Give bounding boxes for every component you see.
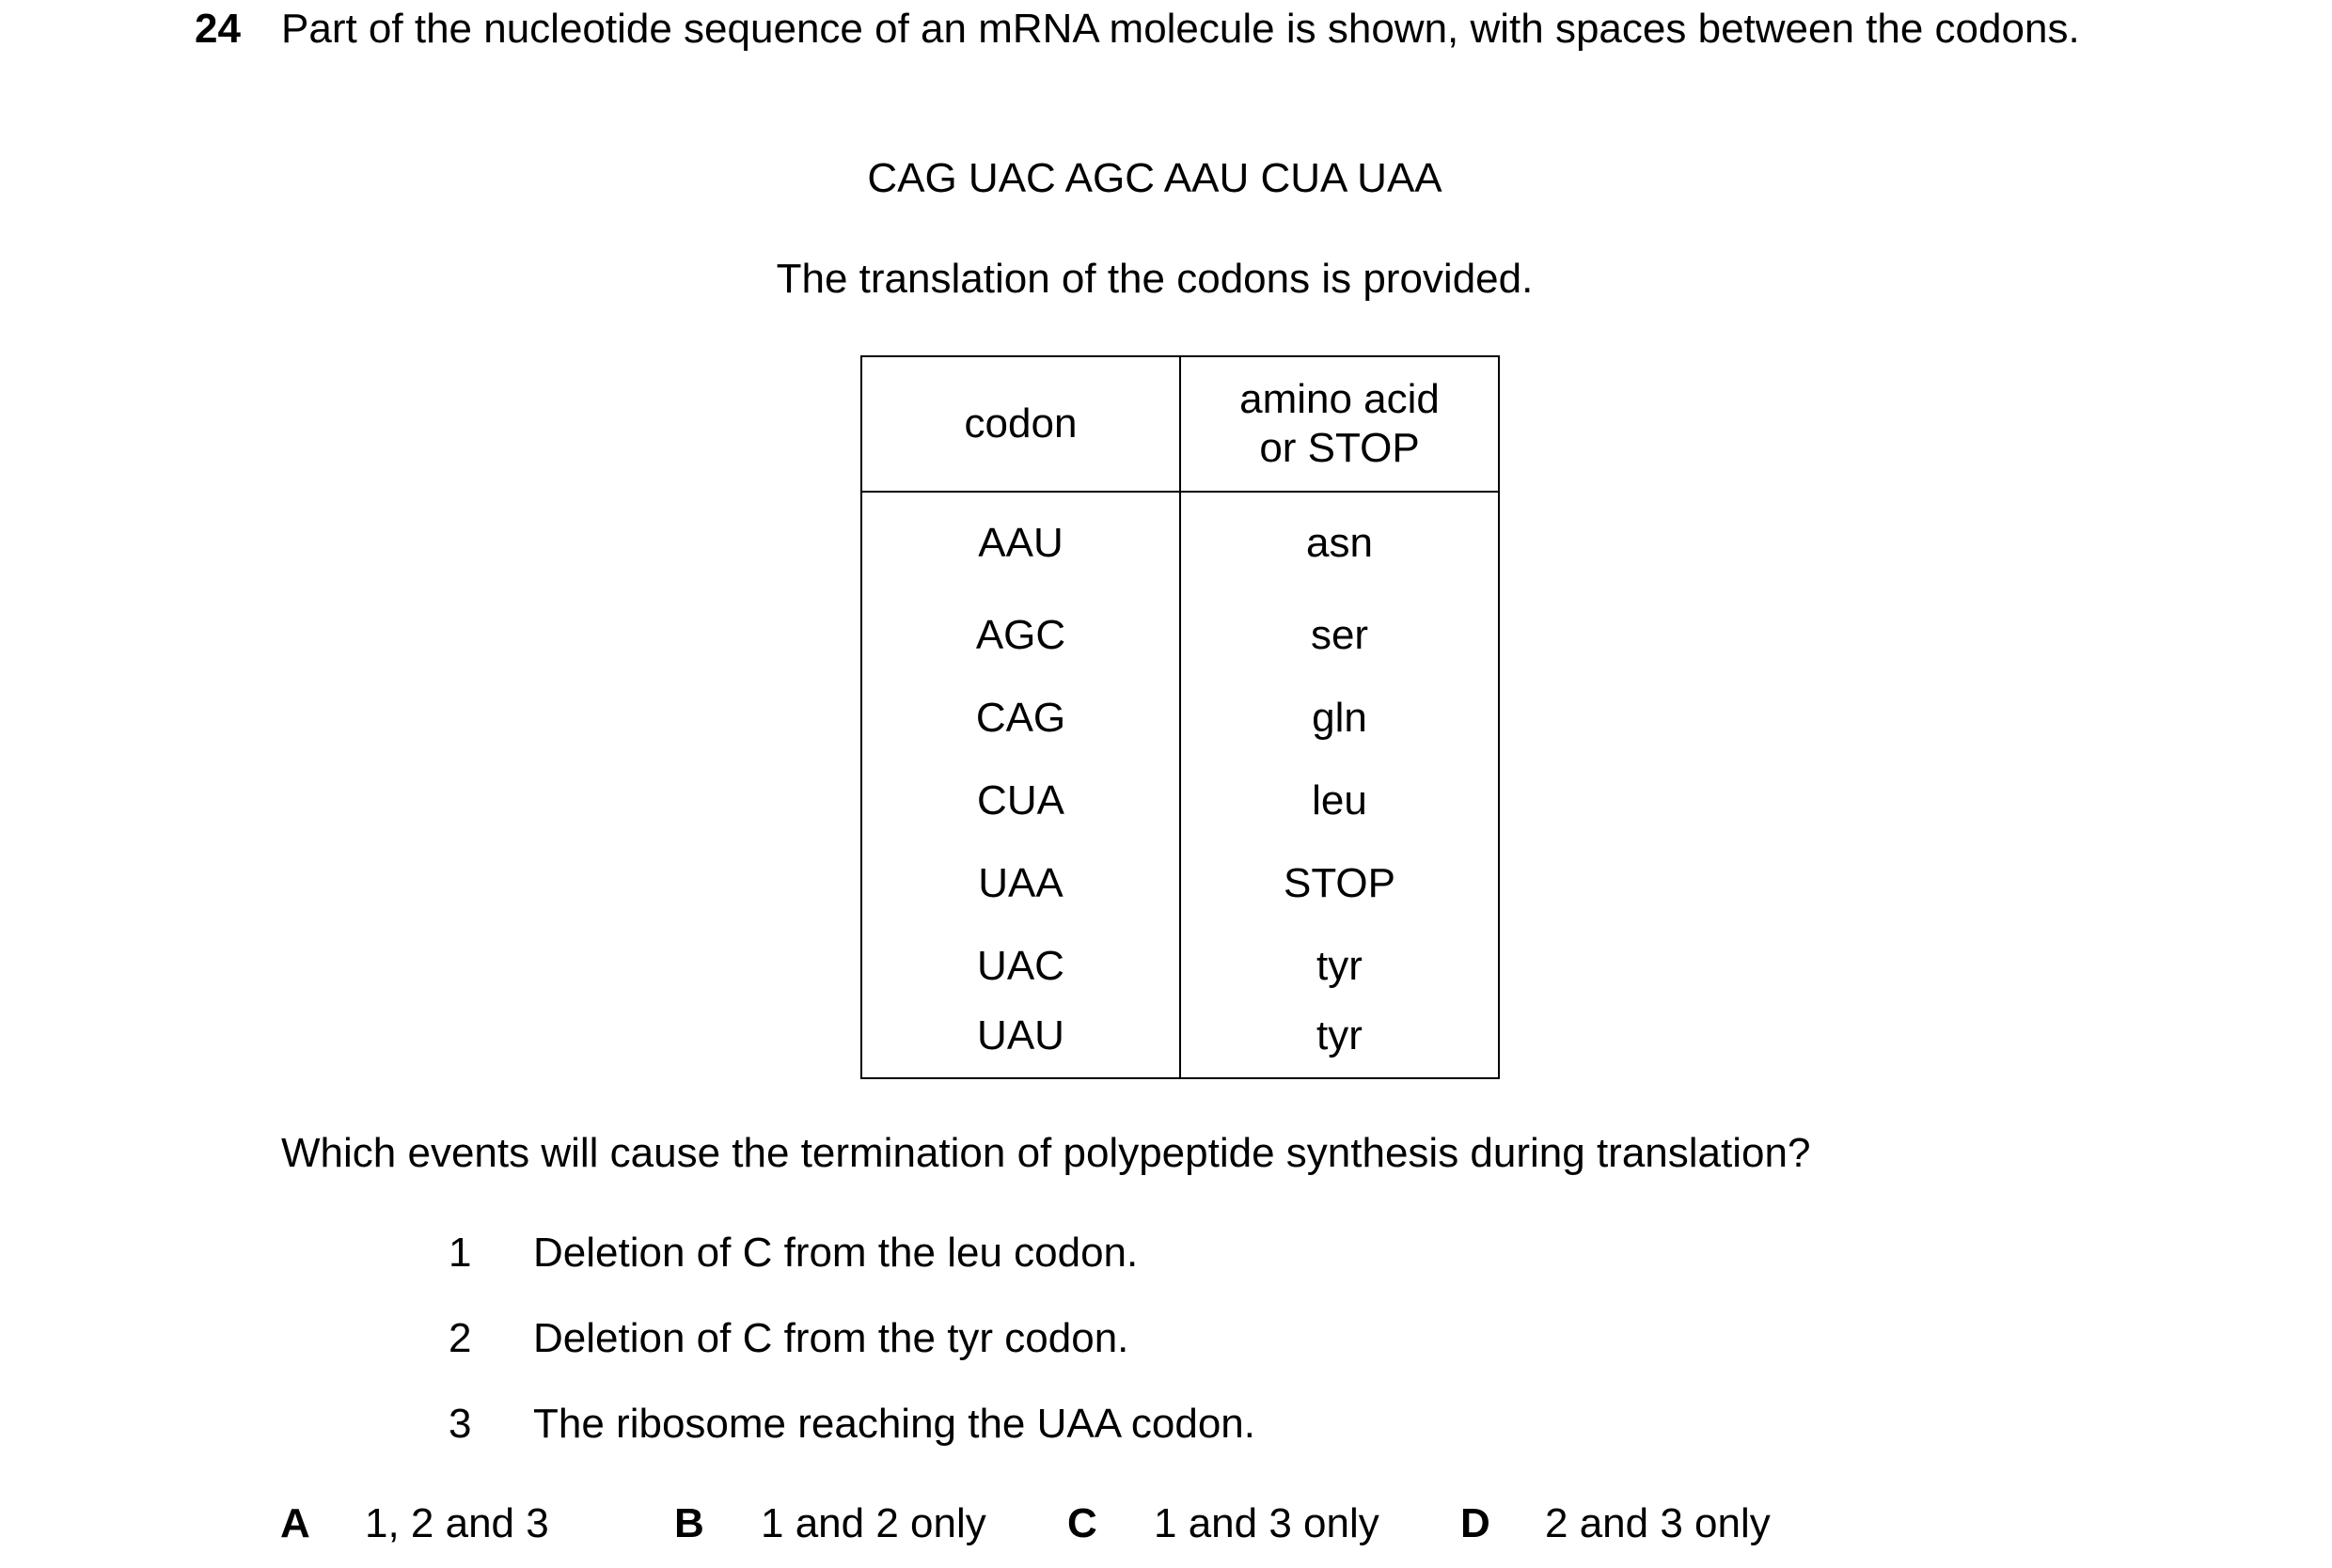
codon-cell: UAC <box>861 925 1180 1008</box>
translation-note: The translation of the codons is provided. <box>776 256 1534 302</box>
header-codon: codon <box>861 356 1180 492</box>
codon-cell: CAG <box>861 677 1180 760</box>
amino-acid-cell: asn <box>1180 492 1499 594</box>
option-letter: A <box>280 1500 310 1546</box>
header-amino-acid-line1: amino acid <box>1239 376 1440 422</box>
option-text: 1 and 2 only <box>761 1500 986 1546</box>
table-row <box>861 677 1499 760</box>
table-row <box>861 760 1499 842</box>
amino-acid-cell: tyr <box>1180 925 1499 1008</box>
question-prompt: Which events will cause the termination of polypeptide synthesis during translation? <box>281 1130 1811 1176</box>
table-header-row <box>861 356 1499 492</box>
amino-acid-cell: gln <box>1180 677 1499 760</box>
codon-cell: AAU <box>861 492 1180 594</box>
statement-text: Deletion of C from the tyr codon. <box>533 1315 1129 1361</box>
table-row <box>861 842 1499 925</box>
amino-acid-cell: ser <box>1180 594 1499 677</box>
codon-cell: CUA <box>861 760 1180 842</box>
option-text: 2 and 3 only <box>1545 1500 1771 1546</box>
amino-acid-cell: tyr <box>1180 1008 1499 1078</box>
question-stem: Part of the nucleotide sequence of an mRNA molecule is shown, with spaces between the codons. <box>281 6 2080 52</box>
statement-number: 2 <box>449 1315 472 1361</box>
statement-number: 3 <box>449 1401 472 1447</box>
codon-table <box>860 355 1500 1079</box>
header-amino-acid-line2: or STOP <box>1259 425 1420 471</box>
amino-acid-cell: STOP <box>1180 842 1499 925</box>
codon-cell: AGC <box>861 594 1180 677</box>
statement-text: Deletion of C from the leu codon. <box>533 1230 1139 1276</box>
codon-cell: UAU <box>861 1008 1180 1078</box>
option-letter: D <box>1460 1500 1490 1546</box>
option-letter: B <box>674 1500 704 1546</box>
amino-acid-cell: leu <box>1180 760 1499 842</box>
mrna-sequence: CAG UAC AGC AAU CUA UAA <box>867 155 1442 201</box>
option-letter: C <box>1067 1500 1097 1546</box>
option-text: 1 and 3 only <box>1154 1500 1379 1546</box>
statement-number: 1 <box>449 1230 472 1276</box>
header-amino-acid <box>1180 356 1499 492</box>
codon-cell: UAA <box>861 842 1180 925</box>
table-row <box>861 1008 1499 1078</box>
table-row <box>861 594 1499 677</box>
table-row <box>861 492 1499 594</box>
question-number: 24 <box>195 6 241 52</box>
table-row <box>861 925 1499 1008</box>
statement-text: The ribosome reaching the UAA codon. <box>533 1401 1256 1447</box>
option-text: 1, 2 and 3 <box>365 1500 549 1546</box>
